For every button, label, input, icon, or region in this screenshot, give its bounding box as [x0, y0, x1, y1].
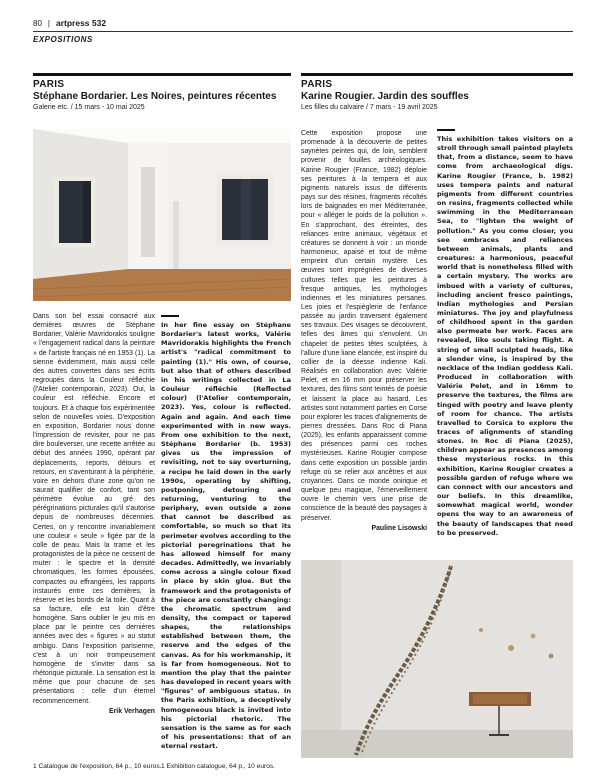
left-city: PARIS: [33, 79, 65, 90]
right-english-rule: [437, 129, 455, 131]
right-article-head: [301, 73, 573, 111]
bordarier-gallery-photo: [33, 129, 291, 301]
left-article-head: [33, 73, 291, 111]
rougier-installation-photo: [301, 560, 573, 758]
left-english-rule: [161, 315, 179, 317]
right-title: Karine Rougier. Jardin des souffles: [301, 91, 469, 102]
left-footnote-en: 1 Exhibition catalogue, 64 p., 10 euros.: [161, 763, 276, 770]
right-french-body: Cette exposition propose une promenade à la découverte de petites saynètes peintes qui, de loin, semblent provenir de fouilles archéologiques. Karine Rougier (France, 1982) déploie ses peintures à la tempera et aux pigments naturels issus de différents pays sur des résines, fragments récoltés lors de baignades en mer Méditerranée, pour « alléger le poids de la pollution ». En s'approchant, des étreintes, des reliances entre animaux, végétaux et créatures se donnent à voir : un monde harmonieux, apaisé et tout de même empreint d'un certain mystère. Les œuvres sont imprégnées de diverses cultures telles que les peintures à fresque antiques, les mythologies indiennes et les miniatures persanes. Les joies et l'espièglerie de l'enfance passée au jardin traversent également ses travaux. Des visages se découvrent, telles des âmes qui s'envolent. Un chapelet de petites têtes sculptées, à l'allure d'une liane élancée, est inspiré du collier de la déesse indienne Kali. Réalisés en collaboration avec Valérie Pelet, et en 16 mm pour préserver les textures, des films sont teintés de poésie et laissent la place au hasard. Les artistes sont notamment parties en Corse pour explorer les traces d'alignements de pierres dressées. Dans Roc di Piana (2025), les enfants apparaissent comme des présences parmi ces roches mystérieuses. Karine Rougier compose dans cette exposition un possible jardin refuge où se relier aux ancêtres et aux croyances. Dans ce monde onirique et quelque peu magique, l'émerveillement ouvre le chemin vers une prise de conscience de la beauté des paysages à préserver.: [301, 130, 428, 522]
section-label: EXPOSITIONS: [33, 35, 93, 44]
left-title: Stéphane Bordarier. Les Noires, peintures récentes: [33, 91, 277, 102]
left-venue: Galerie etc. / 15 mars - 10 mai 2025: [33, 104, 145, 111]
page-header: [33, 18, 573, 58]
left-french-body: Dans son bel essai consacré aux dernières œuvres de Stéphane Bordarier, Valérie Mavridorakis souligne « l'engagement radical dans la peinture » de l'artiste français né en 1953 (1). La sienne évidemment, mais aussi celle des autres convertes dans ses écrits regroupés dans la Couleur réfléchie (l'Atelier contemporain, 2023). Oui, la couleur est réfléchie. Encore et toujours. Et à chaque fois expérimentée selon de nouvelles voies. D'exposition en exposition, Bordarier nous donne l'impression de revisiter, pour ne pas dire bouleverser, une recette arrêtée au début des années 1990, opérant par déplacements, reports, détours et retours, en s'aventurant à la périphérie, voire en dehors d'une zone qu'on ne saurait qualifier de confort, tant son périmètre évolue au gré des pérégrinations picturales qu'il s'autorise depuis de nombreuses décennies. Certes, on y rencontre invariablement une couleur « seule » figée par de la colle de peau. Mais la trame et les protagonistes de la pièce ne cessent de muter : le spectre et la densité chromatiques, les formes épousées, compactes ou effrangées, les rapports instaurés entre ces dernières, la réserve et les bords de la toile. Quant à sa facture, elle est loin d'être homogène. Sans oublier le jeu mis en place par le peintre ces dernières années avec des « figures » au statut ambigu. Dans l'exposition parisienne, c'est à un noir trompeusement homogène de s'inviter dans sa rhétorique picturale. La sensation est la même que pour chacune de ses présentations : celle d'un éternel recommencement.: [33, 313, 155, 705]
page-number: 80: [33, 19, 42, 28]
header-rule: [33, 31, 573, 32]
right-venue: Les filles du calvaire / 7 mars - 19 avril 2025: [301, 104, 438, 111]
left-english-body: In her fine essay on Stéphane Bordarier's latest works, Valérie Mavridorakis highlights the French artist's "radical commitment to painting (1)." His own, of course, but also that of others described in his writings collected in La Couleur réfléchie (Reflected colour) (l'Atelier contemporain, 2023). Yes, colour is reflected. Again and again. And each time experimented with in new ways. From one exhibition to the next, Stéphane Bordarier (b. 1953) gives us the impression of revisiting, not to say overturning, a recipe he laid down in the early 1990s, operating by shifting, postponing, detouring and returning, venturing to the periphery, even outside a zone that cannot be described as comfortable, so much so that its perimeter evolves according to the pictorial peregrinations that he has allowed himself for many decades. Admittedly, we invariably come across a single colour fixed in place by skin glue. But the framework and the protagonists of the piece are constantly changing: the chromatic spectrum and density, the compact or tapered shapes, the relationships established between them, the reserve and the edges of the canvas. As for his workmanship, it is far from homogeneous. Not to mention the play that the painter has developed in recent years with "figures" of ambiguous status. In the Paris exhibition, a deceptively homogeneous black is invited into his pictorial rhetoric. The sensation is the same as for each of his presentations: that of an eternal restart.: [161, 321, 291, 751]
right-english-body: This exhibition takes visitors on a stroll through small painted playlets that, from a distance, seem to have come from archaeological digs. Karine Rougier (France, b. 1982) uses tempera paints and natural pigments from different countries on resins, fragments collected while swimming in the Mediterranean Sea, to "lighten the weight of pollution." As you come closer, you see embraces and reliances between animals, plants and creatures: a harmonious, peaceful world that is nonetheless filled with a certain mystery. The works are imbued with a variety of cultures, including ancient fresco paintings, Indian mythologies and Persian miniatures. The joy and playfulness of childhood spent in the garden also permeate her work. Faces are revealed, like souls taking flight. A string of small sculpted heads, like a slender vine, is inspired by the necklace of the Indian goddess Kali. Produced in collaboration with Valérie Pelet, and in 16mm to preserve the textures, the films are tinged with poetry and leave plenty of room for chance. The artists travelled to Corsica to explore the traces of alignments of standing stones. In Roc di Piana (2025), children appear as presences among these mysterious rocks. In this exhibition, Karine Rougier creates a possible garden of refuge where we can connect with our ancestors and our beliefs. In this dreamlike, somewhat magical world, wonder opens the way to an awareness of the beauty of landscapes that need to be preserved.: [437, 135, 574, 537]
left-english-text-column: [161, 321, 291, 751]
left-top-rule: [33, 73, 291, 76]
right-english-text-column: [437, 135, 573, 538]
right-city: PARIS: [301, 79, 333, 90]
header-separator: |: [47, 19, 50, 28]
right-french-text-column: [301, 129, 427, 533]
right-top-rule: [301, 73, 573, 76]
left-footnote-fr: 1 Catalogue de l'exposition, 64 p., 10 euros.: [33, 763, 162, 770]
left-french-text-column: [33, 312, 155, 716]
left-french-author: Erik Verhagen: [109, 707, 155, 715]
right-french-author: Pauline Lisowski: [371, 524, 427, 532]
magazine-name: artpress 532: [55, 18, 107, 28]
